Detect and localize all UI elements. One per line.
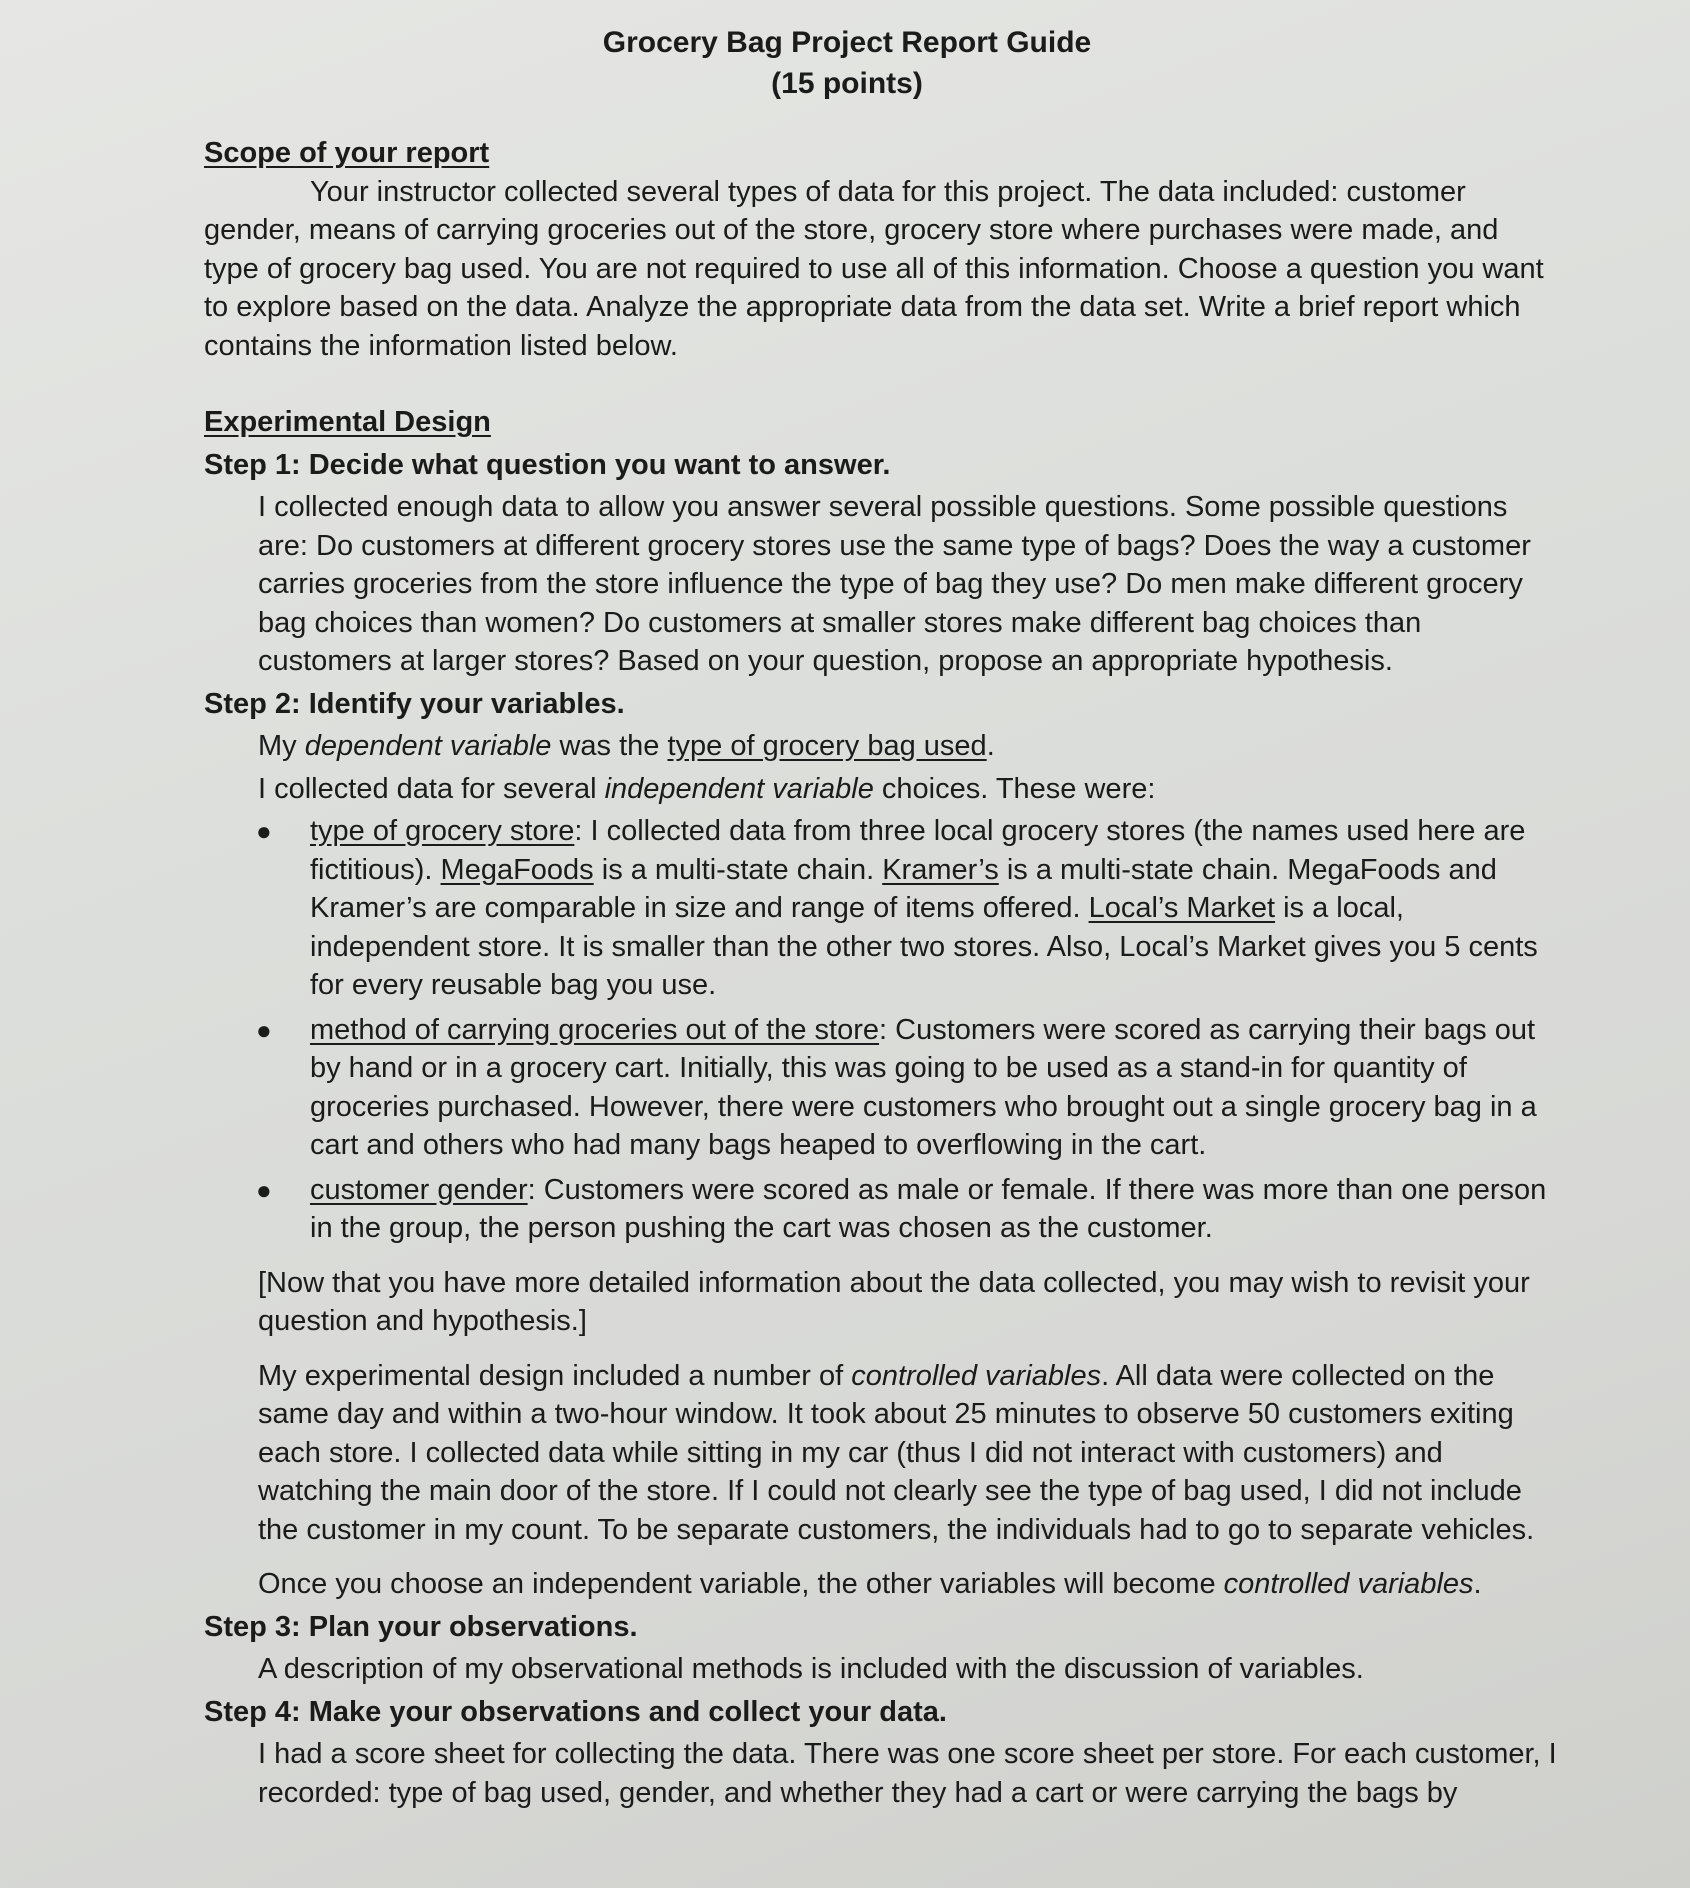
once-term: controlled variables (1223, 1568, 1474, 1600)
design-heading: Experimental Design (204, 406, 491, 438)
step3-paragraph: A description of my observational methods is included with the discussion of variables. (258, 1653, 1364, 1685)
title-block (134, 22, 1560, 104)
once-end: . (1473, 1568, 1482, 1600)
variable-list (204, 812, 1560, 1248)
step4-paragraph: I had a score sheet for collecting the data. There was one score sheet per store. For each customer, I recorded: type of bag used, gender, and whether they had a cart or were carrying the bags by (258, 1738, 1557, 1809)
dependent-variable-line (258, 727, 1560, 766)
controlled-pre: My experimental design included a number of (258, 1359, 852, 1392)
step1-heading: Step 1: Decide what question you want to answer. (204, 448, 891, 481)
dep-term: dependent variable (304, 730, 552, 762)
step4-heading: Step 4: Make your observations and collect your data. (204, 1695, 947, 1728)
var1-label: type of grocery store (310, 815, 575, 847)
dep-pre: My (258, 730, 305, 762)
indep-term: independent variable (604, 772, 874, 805)
independent-variable-line (258, 770, 1560, 809)
list-item (256, 812, 1560, 1005)
var1-text-1: : I collected data from three local grocery stores (the names used here are fictitious). (310, 815, 1526, 886)
step1-paragraph: I collected enough data to allow you answer several possible questions. Some possible questions are: Do customers at different grocery stores use the same type of bags? Does the way a customer carries groceries from the store influence the type of bag they use? Do men make different grocery bag choices than women? Do customers at smaller stores make different bag choices than customers at larger stores? Based on your question, propose an appropriate hypothesis. (258, 491, 1531, 677)
var3-text: : Customers were scored as male or female. If there was more than one person in the group, the person pushing the cart was chosen as the customer. (310, 1173, 1547, 1244)
store-locals-market: Local’s Market (1088, 892, 1276, 924)
dep-end: . (986, 730, 995, 762)
bullet-icon: ● (256, 1174, 272, 1205)
dep-mid: was the (551, 730, 668, 762)
step3-heading: Step 3: Plan your observations. (204, 1610, 638, 1643)
var2-text: : Customers were scored as carrying their bags out by hand or in a grocery cart. Initially, this was going to be used as a stand-in for quantity of groceries purchased. However, there were customers who brought out a single grocery bag in a cart and others who had many bags heaped to overflowing in the cart. (310, 1013, 1537, 1161)
bullet-icon: ● (256, 1014, 272, 1045)
var2-label: method of carrying groceries out of the store (310, 1013, 880, 1046)
indep-pre: I collected data for several (258, 772, 605, 805)
section-gap (204, 365, 1560, 403)
store-kramers: Kramer’s (882, 853, 999, 886)
var3-label: customer gender (310, 1173, 528, 1206)
scope-heading: Scope of your report (204, 137, 490, 169)
var1-text-3: is a multi-state chain. MegaFoods and Kramer’s are comparable in size and range of items offered. (310, 853, 1497, 924)
controlled-term: controlled variables (851, 1359, 1102, 1392)
once-pre: Once you choose an independent variable, the other variables will become (258, 1568, 1224, 1600)
var1-text-2: is a multi-state chain. (593, 853, 883, 886)
indep-end: choices. These were: (873, 772, 1156, 805)
page-title: Grocery Bag Project Report Guide (602, 26, 1092, 59)
document-content (204, 22, 1560, 1812)
controlled-text: . All data were collected on the same day and within a two-hour window. It took about 25 minutes to observe 50 customers exiting each store. I collected data while sitting in my car (thus I did not interact with customers) and watching the main door of the store. If I could not clearly see the type of bag used, I did not include the customer in my count. To be separate customers, the individuals had to go to separate vehicles. (258, 1359, 1535, 1546)
store-megafoods: MegaFoods (440, 853, 594, 886)
scope-paragraph: Your instructor collected several types of data for this project. The data included: customer gender, means of carrying groceries out of the store, grocery store where purchases were made, and type of grocery bag used. You are not required to use all of this information. Choose a question you want to explore based on the data. Analyze the appropriate data from the data set. Write a brief report which contains the information listed below. (204, 175, 1544, 362)
revisit-note: [Now that you have more detailed information about the data collected, you may wish to revisit your question and hypothesis.] (258, 1266, 1530, 1337)
bullet-icon: ● (256, 816, 272, 846)
list-item (256, 1171, 1560, 1248)
dep-value: type of grocery bag used (667, 730, 987, 762)
once-line (258, 1565, 1560, 1604)
list-item (256, 1011, 1560, 1165)
step2-heading: Step 2: Identify your variables. (204, 687, 625, 720)
page-subtitle: (15 points) (771, 67, 923, 100)
controlled-variables-paragraph (258, 1357, 1560, 1550)
var1-text-4: is a local, independent store. It is smaller than the other two stores. Also, Local’s Market gives you 5 cents for every reusable bag you use. (310, 892, 1538, 1001)
